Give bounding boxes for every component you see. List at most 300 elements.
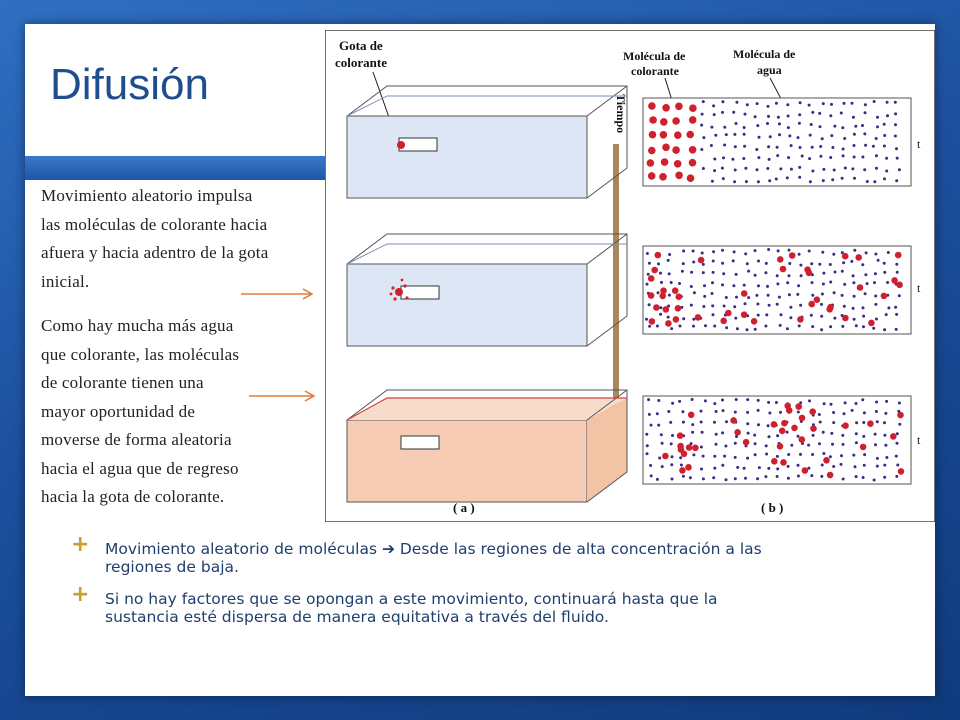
water-molecule	[808, 104, 811, 107]
time-mark-2: t	[917, 281, 921, 295]
water-molecule	[864, 103, 867, 106]
water-molecule	[799, 146, 802, 149]
water-molecule	[723, 144, 726, 147]
dye-molecule	[804, 266, 811, 273]
water-molecule	[746, 422, 749, 425]
water-molecule	[645, 433, 648, 436]
water-molecule	[788, 274, 791, 277]
water-molecule	[764, 271, 767, 274]
water-molecule	[776, 434, 779, 437]
water-molecule	[754, 453, 757, 456]
water-molecule	[895, 455, 898, 458]
water-molecule	[744, 252, 747, 255]
water-molecule	[723, 126, 726, 129]
water-molecule	[842, 154, 845, 157]
dye-molecule	[672, 117, 680, 125]
dye-molecule	[662, 104, 670, 112]
dye-molecule	[802, 467, 809, 474]
water-molecule	[670, 281, 673, 284]
water-molecule	[682, 421, 685, 424]
water-molecule	[768, 435, 771, 438]
time-mark-1: t	[917, 137, 921, 151]
water-molecule	[831, 178, 834, 181]
water-molecule	[713, 421, 716, 424]
water-molecule	[767, 145, 770, 148]
water-molecule	[789, 306, 792, 309]
water-molecule	[829, 325, 832, 328]
dye-molecule	[688, 412, 695, 419]
dye-molecule	[649, 318, 656, 325]
water-molecule	[701, 113, 704, 116]
water-molecule	[821, 293, 824, 296]
water-molecule	[767, 467, 770, 470]
water-molecule	[778, 133, 781, 136]
label-drop-line1: Gota de	[339, 38, 383, 53]
water-molecule	[820, 328, 823, 331]
water-molecule	[776, 475, 779, 478]
water-molecule	[883, 434, 886, 437]
water-molecule	[810, 474, 813, 477]
water-molecule	[722, 156, 725, 159]
water-molecule	[875, 401, 878, 404]
water-molecule	[768, 158, 771, 161]
water-molecule	[797, 435, 800, 438]
water-molecule	[876, 125, 879, 128]
water-molecule	[702, 136, 705, 139]
water-molecule	[768, 412, 771, 415]
water-molecule	[853, 249, 856, 252]
panel-a-label: ( a )	[453, 500, 475, 515]
water-molecule	[702, 305, 705, 308]
water-molecule	[758, 466, 761, 469]
dye-molecule	[689, 116, 697, 124]
water-molecule	[725, 133, 728, 136]
water-molecule	[758, 136, 761, 139]
water-molecule	[701, 252, 704, 255]
water-molecule	[767, 424, 770, 427]
water-molecule	[765, 313, 768, 316]
water-molecule	[754, 249, 757, 252]
water-molecule	[725, 478, 728, 481]
water-molecule	[865, 251, 868, 254]
water-molecule	[877, 259, 880, 262]
dye-molecule	[780, 266, 787, 273]
water-molecule	[732, 111, 735, 114]
water-molecule	[657, 262, 660, 265]
water-molecule	[768, 179, 771, 182]
water-molecule	[732, 284, 735, 287]
water-molecule	[873, 100, 876, 103]
water-molecule	[833, 169, 836, 172]
water-molecule	[886, 101, 889, 104]
dye-molecule	[881, 293, 888, 300]
water-molecule	[679, 456, 682, 459]
water-molecule	[746, 328, 749, 331]
water-molecule	[840, 454, 843, 457]
water-molecule	[670, 327, 673, 330]
water-molecule	[757, 180, 760, 183]
dye-molecule	[898, 468, 905, 475]
time-arrow-shaft	[613, 144, 619, 408]
water-molecule	[873, 281, 876, 284]
water-molecule	[764, 475, 767, 478]
water-molecule	[769, 135, 772, 138]
water-molecule	[660, 281, 663, 284]
dye-molecule	[663, 306, 670, 313]
water-molecule	[800, 274, 803, 277]
water-molecule	[767, 248, 770, 251]
water-molecule	[831, 146, 834, 149]
water-molecule	[667, 410, 670, 413]
water-molecule	[875, 410, 878, 413]
water-molecule	[808, 157, 811, 160]
water-molecule	[883, 123, 886, 126]
dye-molecule	[689, 104, 697, 112]
water-molecule	[829, 114, 832, 117]
water-molecule	[745, 180, 748, 183]
water-molecule	[667, 259, 670, 262]
dye-molecule	[809, 408, 816, 415]
water-molecule	[747, 296, 750, 299]
water-molecule	[735, 273, 738, 276]
dye-molecule	[659, 293, 666, 300]
water-molecule	[811, 453, 814, 456]
water-molecule	[790, 444, 793, 447]
water-molecule	[659, 272, 662, 275]
water-molecule	[682, 317, 685, 320]
water-molecule	[656, 478, 659, 481]
water-molecule	[678, 282, 681, 285]
water-molecule	[896, 442, 899, 445]
water-molecule	[736, 327, 739, 330]
water-molecule	[733, 180, 736, 183]
water-molecule	[895, 179, 898, 182]
water-molecule	[864, 273, 867, 276]
water-molecule	[757, 423, 760, 426]
dye-molecule	[672, 287, 679, 294]
water-molecule	[670, 442, 673, 445]
water-molecule	[722, 409, 725, 412]
water-molecule	[744, 302, 747, 305]
water-molecule	[896, 271, 899, 274]
water-molecule	[768, 304, 771, 307]
water-molecule	[668, 272, 671, 275]
water-molecule	[648, 303, 651, 306]
water-molecule	[799, 304, 802, 307]
water-molecule	[690, 304, 693, 307]
water-molecule	[895, 147, 898, 150]
water-molecule	[790, 144, 793, 147]
water-molecule	[842, 478, 845, 481]
water-molecule	[704, 399, 707, 402]
water-molecule	[843, 102, 846, 105]
water-molecule	[746, 262, 749, 265]
water-molecule	[853, 295, 856, 298]
water-molecule	[787, 156, 790, 159]
water-molecule	[765, 262, 768, 265]
dye-molecule	[799, 436, 806, 443]
dye-molecule	[655, 252, 662, 259]
water-molecule	[883, 262, 886, 265]
water-molecule	[819, 421, 822, 424]
water-molecule	[832, 421, 835, 424]
water-molecule	[734, 477, 737, 480]
dye-molecule	[842, 422, 849, 429]
water-molecule	[822, 283, 825, 286]
water-molecule	[764, 325, 767, 328]
water-molecule	[898, 402, 901, 405]
water-molecule	[822, 179, 825, 182]
water-molecule	[700, 468, 703, 471]
water-molecule	[829, 455, 832, 458]
water-molecule	[743, 145, 746, 148]
water-molecule	[833, 291, 836, 294]
bullet-line: Si no hay factores que se opongan a este movimiento, continuará hasta que la	[105, 590, 718, 608]
water-molecule	[863, 464, 866, 467]
water-molecule	[734, 411, 737, 414]
side-line: inicial.	[41, 271, 90, 291]
water-molecule	[734, 317, 737, 320]
dye-molecule	[741, 311, 748, 318]
water-molecule	[682, 475, 685, 478]
water-molecule	[810, 262, 813, 265]
water-molecule	[690, 285, 693, 288]
water-molecule	[786, 327, 789, 330]
water-molecule	[656, 412, 659, 415]
water-molecule	[691, 423, 694, 426]
water-molecule	[692, 325, 695, 328]
water-molecule	[734, 442, 737, 445]
water-molecule	[754, 328, 757, 331]
water-molecule	[844, 401, 847, 404]
water-molecule	[702, 271, 705, 274]
water-molecule	[766, 285, 769, 288]
water-molecule	[744, 167, 747, 170]
water-molecule	[829, 281, 832, 284]
water-molecule	[721, 262, 724, 265]
water-molecule	[798, 253, 801, 256]
water-molecule	[700, 421, 703, 424]
time-mark-3: t	[917, 433, 921, 447]
water-molecule	[853, 156, 856, 159]
water-molecule	[778, 122, 781, 125]
water-molecule	[703, 284, 706, 287]
water-molecule	[823, 402, 826, 405]
water-molecule	[680, 464, 683, 467]
water-molecule	[712, 104, 715, 107]
water-molecule	[841, 325, 844, 328]
dye-molecule	[675, 305, 682, 312]
water-molecule	[886, 114, 889, 117]
water-molecule	[721, 167, 724, 170]
dye-molecule	[649, 116, 657, 124]
water-molecule	[822, 431, 825, 434]
dye-molecule	[730, 417, 737, 424]
water-molecule	[873, 479, 876, 482]
water-molecule	[841, 270, 844, 273]
water-molecule	[788, 262, 791, 265]
dye-molecule	[660, 131, 668, 139]
water-molecule	[875, 137, 878, 140]
dye-molecule	[771, 421, 778, 428]
dye-molecule	[675, 172, 683, 180]
water-molecule	[721, 111, 724, 114]
water-molecule	[671, 434, 674, 437]
water-molecule	[797, 475, 800, 478]
label-water-line1: Molécula de	[733, 47, 796, 61]
water-molecule	[668, 253, 671, 256]
water-molecule	[734, 145, 737, 148]
water-molecule	[776, 467, 779, 470]
water-molecule	[883, 421, 886, 424]
dye-molecule	[674, 160, 682, 168]
water-molecule	[736, 466, 739, 469]
water-molecule	[843, 305, 846, 308]
water-molecule	[767, 105, 770, 108]
water-molecule	[864, 292, 867, 295]
water-molecule	[884, 412, 887, 415]
water-molecule	[862, 476, 865, 479]
water-molecule	[650, 474, 653, 477]
dye-molecule	[777, 256, 784, 263]
water-molecule	[875, 167, 878, 170]
side-line: moverse de forma aleatoria	[41, 430, 232, 449]
water-molecule	[723, 305, 726, 308]
water-molecule	[667, 316, 670, 319]
water-molecule	[700, 124, 703, 127]
water-molecule	[829, 263, 832, 266]
water-molecule	[866, 282, 869, 285]
water-molecule	[809, 134, 812, 137]
dye-molecule	[771, 458, 778, 465]
water-molecule	[832, 253, 835, 256]
dye-molecule	[827, 472, 834, 479]
water-molecule	[712, 260, 715, 263]
water-molecule	[876, 116, 879, 119]
water-molecule	[713, 113, 716, 116]
water-molecule	[648, 262, 651, 265]
water-molecule	[765, 453, 768, 456]
water-molecule	[842, 443, 845, 446]
dye-molecule	[791, 425, 798, 432]
label-water-line2: agua	[757, 63, 782, 77]
water-molecule	[704, 324, 707, 327]
label-dye-line1: Molécula de	[623, 49, 686, 63]
water-molecule	[855, 432, 858, 435]
water-molecule	[883, 145, 886, 148]
dye-molecule	[868, 320, 875, 327]
water-molecule	[811, 146, 814, 149]
water-molecule	[787, 453, 790, 456]
water-molecule	[883, 464, 886, 467]
water-molecule	[898, 423, 901, 426]
dye-molecule	[795, 403, 802, 410]
water-molecule	[885, 157, 888, 160]
water-molecule	[746, 398, 749, 401]
water-molecule	[875, 318, 878, 321]
dye-molecule	[648, 102, 656, 110]
water-molecule	[830, 403, 833, 406]
water-molecule	[822, 168, 825, 171]
water-molecule	[753, 434, 756, 437]
water-molecule	[721, 431, 724, 434]
water-molecule	[713, 325, 716, 328]
water-molecule	[852, 116, 855, 119]
water-molecule	[734, 169, 737, 172]
water-molecule	[862, 325, 865, 328]
water-molecule	[830, 134, 833, 137]
water-molecule	[766, 122, 769, 125]
water-molecule	[843, 283, 846, 286]
dye-molecule	[689, 159, 697, 167]
water-molecule	[689, 476, 692, 479]
side-line: afuera y hacia adentro de la gota	[41, 243, 269, 262]
water-molecule	[872, 327, 875, 330]
water-molecule	[896, 432, 899, 435]
water-molecule	[777, 249, 780, 252]
water-molecule	[851, 409, 854, 412]
water-molecule	[854, 465, 857, 468]
dye-molecule	[789, 252, 796, 259]
water-molecule	[862, 435, 865, 438]
water-molecule	[692, 261, 695, 264]
water-molecule	[658, 457, 661, 460]
water-molecule	[660, 306, 663, 309]
dye-molecule	[651, 267, 658, 274]
water-molecule	[682, 250, 685, 253]
water-molecule	[747, 432, 750, 435]
water-molecule	[713, 455, 716, 458]
water-molecule	[776, 154, 779, 157]
dye-molecule	[653, 304, 660, 311]
bullet-line: regiones de baja.	[105, 558, 239, 576]
water-molecule	[797, 136, 800, 139]
water-molecule	[861, 263, 864, 266]
water-molecule	[732, 259, 735, 262]
water-molecule	[841, 177, 844, 180]
plus-icon: +	[71, 582, 90, 607]
water-molecule	[747, 270, 750, 273]
dye-molecule	[698, 257, 705, 264]
water-molecule	[703, 295, 706, 298]
dye-molecule	[777, 443, 784, 450]
water-molecule	[765, 444, 768, 447]
water-molecule	[756, 477, 759, 480]
water-molecule	[721, 464, 724, 467]
water-molecule	[657, 291, 660, 294]
water-molecule	[735, 101, 738, 104]
water-molecule	[886, 281, 889, 284]
water-molecule	[818, 263, 821, 266]
water-molecule	[714, 134, 717, 137]
water-molecule	[712, 250, 715, 253]
water-molecule	[862, 306, 865, 309]
water-molecule	[852, 307, 855, 310]
dye-molecule	[662, 453, 669, 460]
water-molecule	[874, 295, 877, 298]
dye-molecule	[685, 464, 692, 471]
dye-molecule	[734, 429, 741, 436]
water-molecule	[788, 293, 791, 296]
water-molecule	[799, 264, 802, 267]
water-molecule	[866, 180, 869, 183]
water-molecule	[766, 167, 769, 170]
side-paragraph-2	[41, 312, 239, 512]
water-molecule	[757, 284, 760, 287]
dye-molecule	[660, 118, 668, 126]
water-molecule	[735, 296, 738, 299]
water-molecule	[702, 455, 705, 458]
